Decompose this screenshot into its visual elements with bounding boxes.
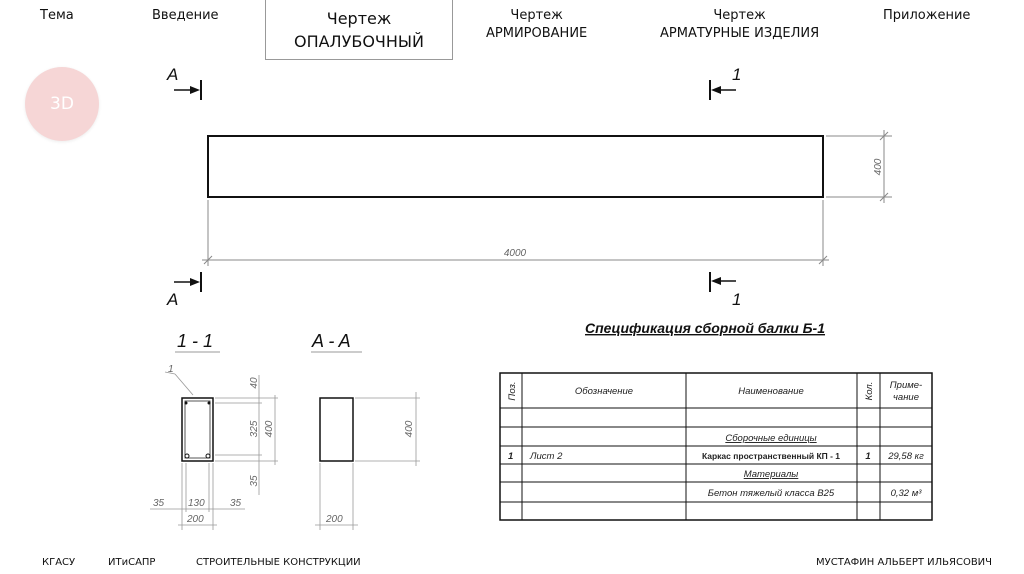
nav-reinf-line1: Чертеж (510, 8, 563, 23)
nav-formwork-line1: Чертеж (326, 9, 392, 28)
section-11-callout: 1 (168, 364, 174, 375)
spec-section-materials: Материалы (743, 469, 799, 480)
3d-label: 3D (50, 94, 74, 114)
spec-row1-pos: 1 (508, 451, 514, 462)
spec-header-pos: Поз. (507, 381, 518, 401)
dim-11-left: 35 (153, 498, 165, 509)
section-mark-1-bottom (710, 272, 741, 309)
dim-11-bottom: 35 (249, 475, 260, 487)
dim-11-mid: 325 (249, 420, 260, 438)
footer-org: КГАСУ (42, 557, 76, 568)
dim-11-center: 130 (188, 498, 205, 509)
footer-dept: ИТиСАПР (108, 557, 156, 568)
svg-text:1: 1 (732, 65, 742, 84)
dim-11-width: 200 (187, 514, 204, 525)
spec-header-qty: Кол. (864, 381, 875, 401)
spec-title: Спецификация сборной балки Б-1 (585, 320, 826, 336)
section-mark-1-top (710, 65, 741, 100)
dim-aa-height: 400 (404, 420, 415, 438)
spec-header-name: Наименование (738, 386, 804, 397)
spec-header-note-2: чание (893, 392, 919, 403)
spec-section-assembly: Сборочные единицы (725, 433, 817, 444)
spec-row1-qty: 1 (865, 451, 871, 462)
section-mark-a-top (166, 65, 201, 100)
beam-height-label: 400 (873, 158, 884, 176)
beam-outline (208, 136, 823, 197)
dim-11-top: 40 (249, 377, 260, 389)
svg-text:1: 1 (732, 290, 742, 309)
dim-11-right: 35 (230, 498, 242, 509)
nav-products-line1: Чертеж (713, 8, 766, 23)
nav-intro[interactable]: Введение (152, 8, 219, 23)
section-mark-a-bottom (166, 272, 201, 309)
section-aa-title: A - A (312, 331, 351, 351)
nav-products-line2: АРМАТУРНЫЕ ИЗДЕЛИЯ (660, 26, 820, 41)
section-11-drawing (150, 372, 278, 530)
footer-course: СТРОИТЕЛЬНЫЕ КОНСТРУКЦИИ (196, 557, 361, 568)
spec-row2-note: 0,32 м³ (890, 488, 922, 499)
spec-row1-name: Каркас пространственный КП - 1 (701, 451, 841, 461)
footer-author: МУСТАФИН АЛЬБЕРТ ИЛЬЯСОВИЧ (816, 557, 993, 568)
svg-text:A: A (167, 290, 179, 309)
section-11-title: 1 - 1 (177, 331, 214, 351)
nav-appendix[interactable]: Приложение (883, 8, 971, 23)
nav-reinf-line2: АРМИРОВАНИЕ (486, 26, 588, 41)
nav-tema[interactable]: Тема (40, 8, 74, 23)
beam-length-label: 4000 (503, 248, 527, 259)
spec-header-designation: Обозначение (574, 386, 634, 397)
nav-formwork-line2: ОПАЛУБОЧНЫЙ (293, 32, 424, 51)
section-aa-drawing (315, 392, 420, 530)
dim-aa-width: 200 (326, 514, 343, 525)
spec-row2-name: Бетон тяжелый класса В25 (707, 488, 835, 499)
spec-row1-designation: Лист 2 (530, 451, 563, 462)
spec-row1-note: 29,58 кг (888, 451, 924, 462)
svg-text:A: A (167, 65, 179, 84)
spec-header-note-1: Приме- (889, 380, 923, 391)
dim-11-total: 400 (264, 420, 275, 438)
